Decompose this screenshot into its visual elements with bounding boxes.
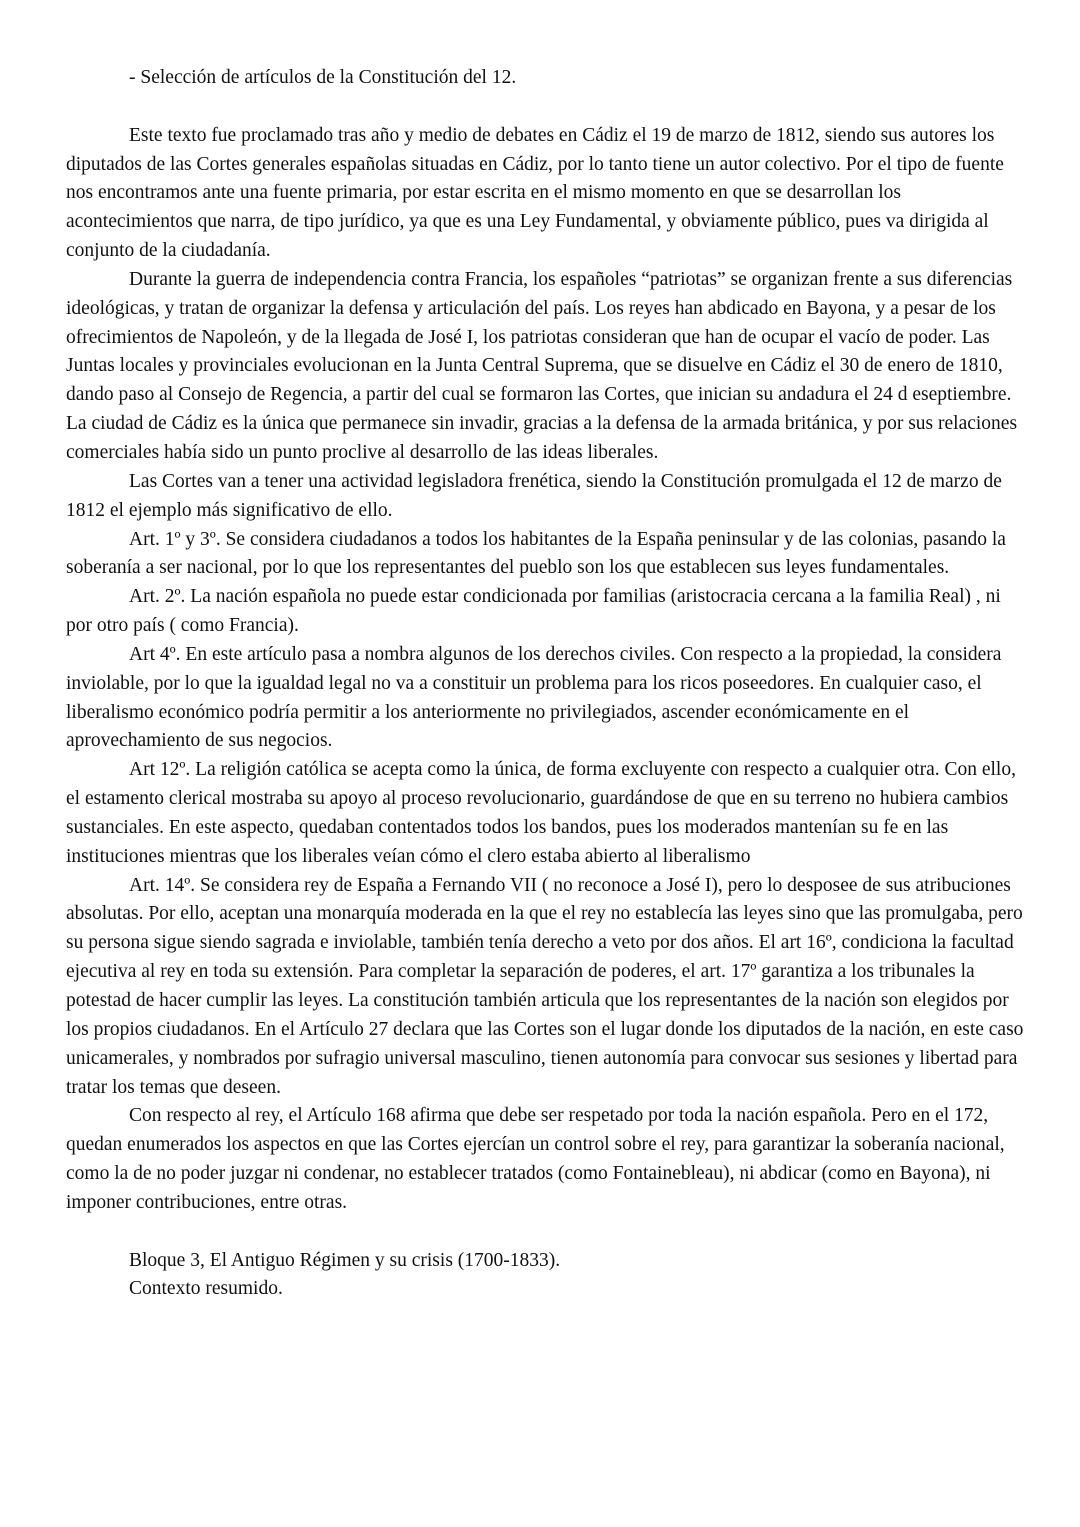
paragraph-art-168-172: Con respecto al rey, el Artículo 168 afirma que debe ser respetado por toda la nación española. Pero en el 172, quedan enumerados los aspectos en que las Cortes ejercían un control sobre el rey, para garantizar la soberanía nacional, como la de no poder juzgar ni condenar, no establecer tratados (como Fontainebleau), ni abdicar (como en Bayona), ni imponer contribuciones, entre otras. — [66, 1105, 1005, 1213]
document-page — [66, 64, 1026, 1304]
paragraph-art-4: Art 4º. En este artículo pasa a nombra algunos de los derechos civiles. Con respecto a la propiedad, la considera inviolable, por lo que la igualdad legal no va a constituir un problema para los ricos poseedores. En cualquier caso, el liberalismo económico podría permitir a los anteriormente no privilegiados, ascender económicamente en el aprovechamiento de sus negocios. — [66, 643, 1002, 752]
paragraph-cortes: Las Cortes van a tener una actividad legisladora frenética, siendo la Constitución promulgada el 12 de marzo de 1812 el ejemplo más significativo de ello. — [66, 470, 1002, 521]
spacer — [66, 1218, 1026, 1247]
block-subtitle: Contexto resumido. — [129, 1278, 283, 1300]
paragraph-context: Durante la guerra de independencia contra Francia, los españoles “patriotas” se organizan frente a sus diferencias ideológicas, y tratan de organizar la defensa y articulación del país. Los reyes han abdicado en Bayona, y a pesar de los ofrecimientos de Napoleón, y de la llegada de José I, los patriotas consideran que han de ocupar el vacío de poder. Las Juntas locales y provinciales evolucionan en la Junta Central Suprema, que se disuelve en Cádiz el 30 de enero de 1810, dando paso al Consejo de Regencia, a partir del cual se formaron las Cortes, que inician su andadura el 24 d eseptiembre. La ciudad de Cádiz es la única que permanece sin invadir, gracias a la defensa de la armada británica, y por sus relaciones comerciales había sido un punto proclive al desarrollo de las ideas liberales. — [66, 268, 1018, 463]
spacer — [66, 93, 1026, 122]
section-heading: - Selección de artículos de la Constitución del 12. — [129, 67, 517, 88]
paragraph-art-12: Art 12º. La religión católica se acepta como la única, de forma excluyente con respecto a cualquier otra. Con ello, el estamento clerical mostraba su apoyo al proceso revolucionario, guardándose de que en su terreno no hubiera cambios sustanciales. En este aspecto, quedaban contentados todos los bandos, pues los moderados mantenían su fe en las instituciones mientras que los liberales veían cómo el clero estaba abierto al liberalismo — [66, 759, 1016, 867]
block-title: Bloque 3, El Antiguo Régimen y su crisis (1700-1833). — [129, 1249, 561, 1271]
paragraph-art-14: Art. 14º. Se considera rey de España a Fernando VII ( no reconoce a José I), pero lo desposee de sus atribuciones absolutas. Por ello, aceptan una monarquía moderada en la que el rey no establecía las leyes sino que las promulgaba, pero su persona sigue siendo sagrada e inviolable, también tenía derecho a veto por dos años. El art 16º, condiciona la facultad ejecutiva al rey en toda su extensión. Para completar la separación de poderes, el art. 17º garantiza a los tribunales la potestad de hacer cumplir las leyes. La constitución también articula que los representantes de la nación son elegidos por los propios ciudadanos. En el Artículo 27 declara que las Cortes son el lugar donde los diputados de la nación, en este caso unicamerales, y nombrados por sufragio universal masculino, tienen autonomía para convocar sus sesiones y libertad para tratar los temas que deseen. — [66, 874, 1024, 1098]
paragraph-art-2: Art. 2º. La nación española no puede estar condicionada por familias (aristocracia cercana a la familia Real) , ni por otro país ( como Francia). — [66, 586, 1001, 637]
paragraph-art-1-3: Art. 1º y 3º. Se considera ciudadanos a todos los habitantes de la España peninsular y de las colonias, pasando la soberanía a ser nacional, por lo que los representantes del pueblo son los que establecen sus leyes fundamentales. — [66, 528, 1006, 579]
paragraph-authorship: Este texto fue proclamado tras año y medio de debates en Cádiz el 19 de marzo de 1812, siendo sus autores los diputados de las Cortes generales españolas situadas en Cádiz, por lo tanto tiene un autor colectivo. Por el tipo de fuente nos encontramos ante una fuente primaria, por estar escrita en el mismo momento en que se desarrollan los acontecimientos que narra, de tipo jurídico, ya que es una Ley Fundamental, y obviamente público, pues va dirigida al conjunto de la ciudadanía. — [66, 124, 1004, 262]
